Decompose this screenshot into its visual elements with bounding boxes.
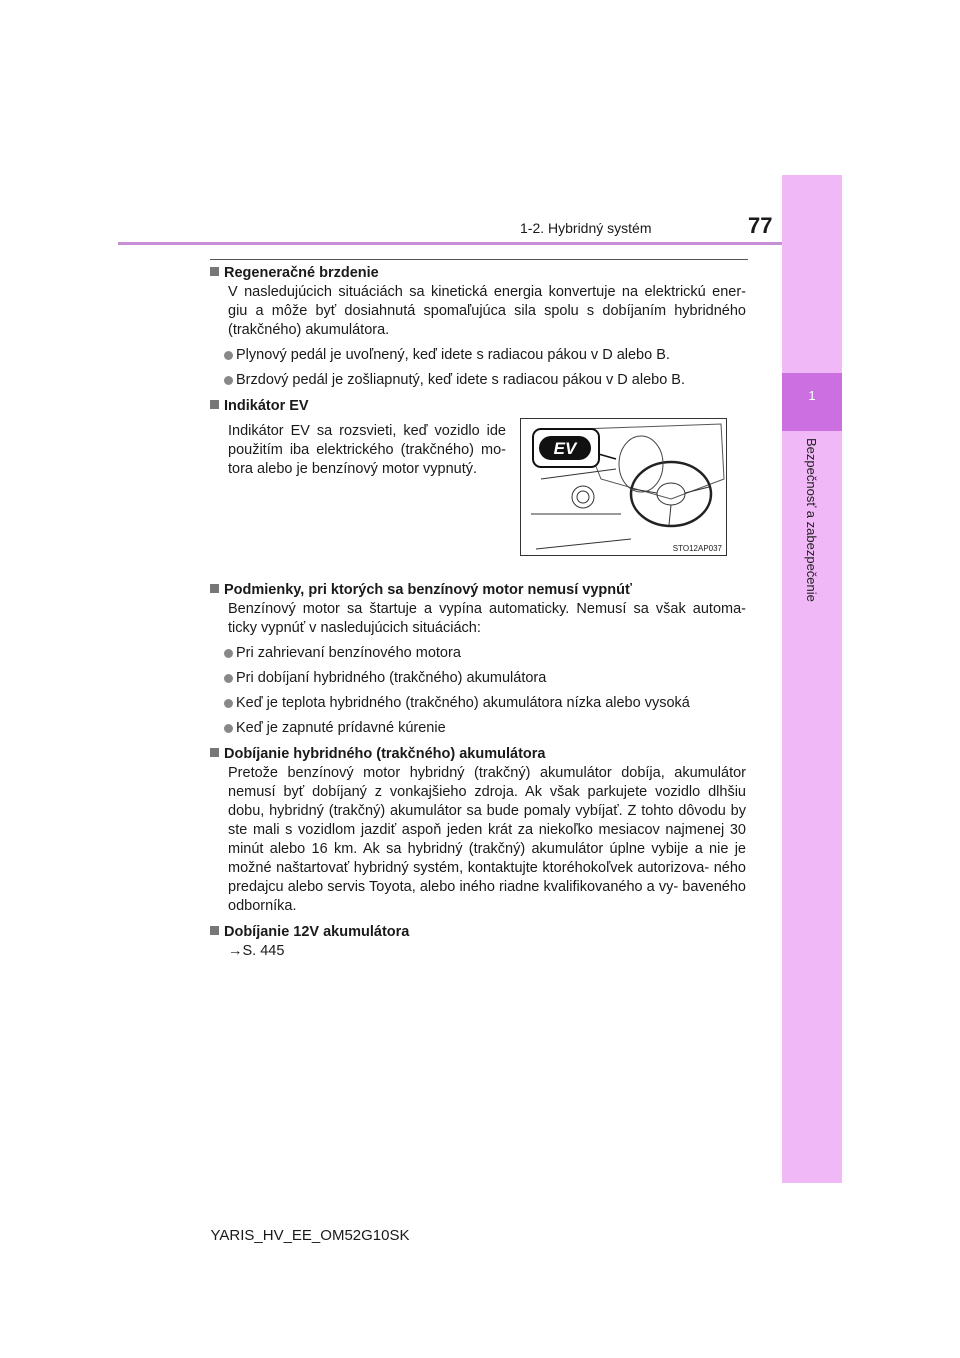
square-bullet-icon xyxy=(210,926,219,935)
round-bullet-icon xyxy=(224,649,233,658)
charging-hybrid-text: Pretože benzínový motor hybridný (trakčný) akumulátor dobíja, akumulátor nemusí byť dobíjaný z vonkajšieho zdroja. Ak však parkujete vozidlo dlhšiu dobu, hybridný (trakčný) akumulátor sa bude pomaly vybíjať. Z tohto dôvodu by ste mali s vozidlom jazdiť aspoň jeden krát za niekoľko mesiacov najmenej 30 minút alebo 16 km. Ak sa hybridný (trakčný) akumulátor úplne vybije a nie je možné naštartovať hybridný systém, kontaktujte ktoréhokoľvek autorizova- ného predajcu alebo servis Toyota, alebo iného riadne kvalifikovaného a vy- baveného odborníka. xyxy=(228,765,746,914)
section-title: 1-2. Hybridný systém xyxy=(520,220,652,236)
header-divider xyxy=(118,242,782,245)
conditions-text: Benzínový motor sa štartuje a vypína automaticky. Nemusí sa však automa- ticky vypnúť v nasledujúcich situáciách: xyxy=(228,601,746,636)
page-number: 77 xyxy=(748,213,773,238)
figure-code: STO12AP037 xyxy=(672,544,722,553)
list-item: Pri dobíjaní hybridného (trakčného) akumulátora xyxy=(224,669,746,688)
page-reference-link[interactable]: →S. 445 xyxy=(228,943,285,959)
regen-text: V nasledujúcich situáciách sa kinetická energia konvertuje na elektrickú ener- giu a môže byť dosiahnutá spomaľujúca sila spolu s dobíjaním hybridného (trakčného) akumulátora. xyxy=(228,284,746,338)
round-bullet-icon xyxy=(224,674,233,683)
round-bullet-icon xyxy=(224,724,233,733)
heading-conditions: Podmienky, pri ktorých sa benzínový motor nemusí vypnúť xyxy=(210,581,746,600)
content-top-rule xyxy=(210,259,748,260)
list-item: Keď je zapnuté prídavné kúrenie xyxy=(224,719,746,738)
round-bullet-icon xyxy=(224,699,233,708)
ev-label: EV xyxy=(553,439,577,458)
page-content xyxy=(210,264,746,961)
heading-charging-hybrid: Dobíjanie hybridného (trakčného) akumulátora xyxy=(210,745,746,764)
square-bullet-icon xyxy=(210,267,219,276)
list-item: Plynový pedál je uvoľnený, keď idete s radiacou pákou v D alebo B. xyxy=(224,346,746,365)
ev-indicator-figure xyxy=(520,418,727,556)
heading-regen: Regeneračné brzdenie xyxy=(210,264,746,283)
dashboard-illustration xyxy=(521,419,726,555)
square-bullet-icon xyxy=(210,400,219,409)
round-bullet-icon xyxy=(224,351,233,360)
square-bullet-icon xyxy=(210,584,219,593)
heading-charging-12v: Dobíjanie 12V akumulátora xyxy=(210,923,746,942)
list-item: Pri zahrievaní benzínového motora xyxy=(224,644,746,663)
square-bullet-icon xyxy=(210,748,219,757)
chapter-number: 1 xyxy=(808,388,816,403)
heading-ev: Indikátor EV xyxy=(210,397,746,416)
round-bullet-icon xyxy=(224,376,233,385)
list-item: Keď je teplota hybridného (trakčného) akumulátora nízka alebo vysoká xyxy=(224,694,746,713)
ev-text: Indikátor EV sa rozsvieti, keď vozidlo ide použitím iba elektrického (trakčného) mo- tora alebo je benzínový motor vypnutý. xyxy=(228,423,506,477)
document-code: YARIS_HV_EE_OM52G10SK xyxy=(210,1227,410,1244)
list-item: Brzdový pedál je zošliapnutý, keď idete s radiacou pákou v D alebo B. xyxy=(224,371,746,390)
chapter-title: Bezpečnosť a zabezpečenie xyxy=(804,438,819,602)
chapter-side-strip xyxy=(782,175,842,1183)
